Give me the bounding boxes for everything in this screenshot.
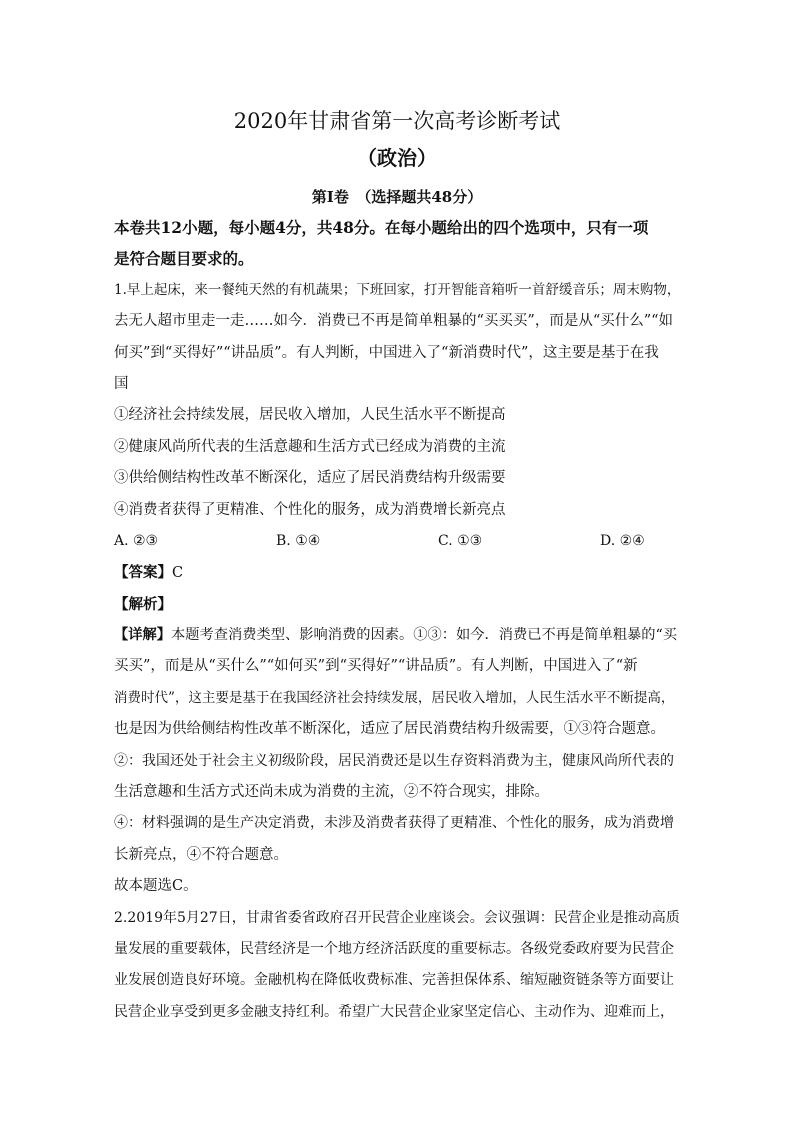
- detail-line: ④：材料强调的是生产决定消费，未涉及消费者获得了更精准、个性化的服务，成为消费增: [114, 815, 674, 832]
- instruction-line: 是符合题目要求的。: [114, 249, 254, 269]
- answer-tag: 【答案】: [114, 564, 172, 582]
- statement-2: ②健康风尚所代表的生活意趣和生活方式已经成为消费的主流: [114, 438, 506, 455]
- detail-line: 消费时代”，这主要是基于在我国经济社会持续发展，居民收入增加，人民生活水平不断提高，: [114, 689, 675, 706]
- exam-title: 2020年甘肃省第一次高考诊断考试: [233, 109, 561, 133]
- detail-line: [114, 620, 680, 651]
- detail-line: 买买”，而是从“买什么”“如何买”到“买得好”“讲品质”。有人判断，中国进入了“新: [114, 658, 638, 675]
- instruction-line: 本卷共12小题，每小题4分，共48分。在每小题给出的四个选项中，只有一项: [114, 218, 649, 237]
- question-1-stem-line: 去无人超市里走一走……如今．消费已不再是简单粗暴的“买买买”，而是从“买什么”“如: [114, 313, 674, 330]
- question-1-stem-line: 国: [114, 375, 129, 392]
- statement-1: ①经济社会持续发展，居民收入增加，人民生活水平不断提高: [114, 407, 506, 424]
- question-2-stem-line: 2.2019年5月27日，甘肃省委省政府召开民营企业座谈会。会议强调：民营企业是推动高质: [114, 909, 680, 926]
- detail-line: 故本题选C。: [114, 878, 198, 895]
- analysis-line: [114, 589, 680, 620]
- analysis-tag: 【解析】: [114, 595, 172, 613]
- detail-line: 也是因为供给侧结构性改革不断深化，适应了居民消费结构升级需要，①③符合题意。: [114, 721, 665, 738]
- detail-line: ②：我国还处于社会主义初级阶段，居民消费还是以生存资料消费为主，健康风尚所代表的: [114, 752, 674, 769]
- question-1-stem-line: 1.早上起床，来一餐纯天然的有机蔬果；下班回家，打开智能音箱听一首舒缓音乐；周末购物，: [114, 281, 680, 298]
- question-1-stem-line: 何买”到“买得好”“讲品质”。有人判断，中国进入了“新消费时代”，这主要是基于在我: [114, 344, 659, 361]
- option-b: B. ①④: [276, 532, 321, 549]
- statement-4: ④消费者获得了更精准、个性化的服务，成为消费增长新亮点: [114, 501, 506, 518]
- detail-text: 本题考查消费类型、影响消费的因素。①③：如今．消费已不再是简单粗暴的“买: [171, 627, 678, 644]
- option-d: D. ②④: [600, 532, 645, 549]
- answer-value: C: [172, 565, 184, 582]
- detail-line: 生活意趣和生活方式还尚未成为消费的主流，②不符合现实，排除。: [114, 784, 549, 801]
- question-2-stem-line: 民营企业享受到更多金融支持红利。希望广大民营企业家坚定信心、主动作为、迎难而上，: [114, 1003, 674, 1020]
- answer-line: [114, 557, 680, 588]
- option-c: C. ①③: [438, 532, 483, 549]
- option-a: A. ②③: [114, 532, 159, 549]
- exam-body: [114, 212, 680, 1028]
- detail-tag: 【详解】: [114, 627, 172, 644]
- question-2-stem-line: 业发展创造良好环境。金融机构在降低收费标准、完善担保体系、缩短融资链条等方面要让: [114, 972, 674, 989]
- subject-label: （政治）: [357, 146, 437, 170]
- statement-3: ③供给侧结构性改革不断深化，适应了居民消费结构升级需要: [114, 470, 506, 487]
- detail-line: 长新亮点，④不符合题意。: [114, 846, 288, 863]
- section-heading: 第Ⅰ卷 （选择题共48分）: [311, 188, 483, 206]
- question-1-options: [114, 526, 680, 557]
- question-2-stem-line: 量发展的重要载体，民营经济是一个地方经济活跃度的重要标志。各级党委政府要为民营企: [114, 940, 674, 957]
